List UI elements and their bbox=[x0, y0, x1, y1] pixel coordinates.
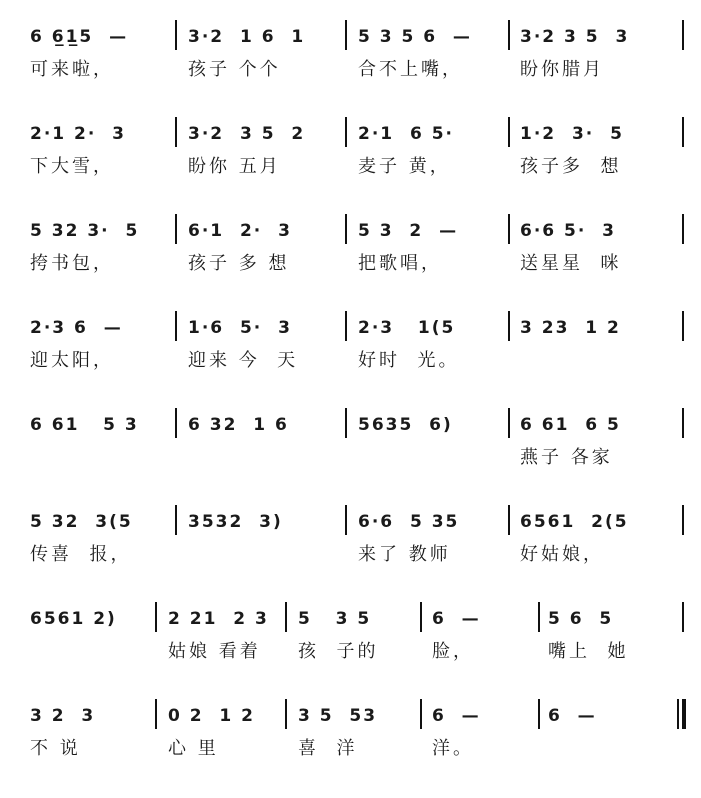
barline bbox=[175, 117, 177, 147]
notation: 2·1 2· 3 bbox=[30, 124, 126, 144]
notation: 3 23 1 2 bbox=[520, 318, 621, 338]
lyric: 迎来 今 天 bbox=[188, 350, 299, 371]
score-system bbox=[0, 107, 701, 205]
notation: 2·3 1(5 bbox=[358, 318, 456, 338]
notation: 6 61 6 5 bbox=[520, 415, 621, 435]
lyric: 传喜 报， bbox=[30, 544, 132, 565]
barline bbox=[682, 117, 684, 147]
notation: 6 — bbox=[432, 706, 481, 726]
barline bbox=[682, 408, 684, 438]
lyric: 好姑娘， bbox=[520, 544, 604, 565]
notation: 6561 2) bbox=[30, 609, 117, 629]
score-system bbox=[0, 495, 701, 593]
notation: 6 32 1 6 bbox=[188, 415, 289, 435]
final-barline bbox=[682, 699, 686, 729]
barline bbox=[285, 602, 287, 632]
lyric: 麦子 黄， bbox=[358, 156, 451, 177]
lyric: 孩子 多 想 bbox=[188, 253, 290, 274]
barline bbox=[155, 602, 157, 632]
barline bbox=[682, 311, 684, 341]
lyric: 孩子 个个 bbox=[188, 59, 281, 80]
notation: 5 3 5 6 — bbox=[358, 27, 472, 47]
lyric: 迎太阳， bbox=[30, 350, 114, 371]
lyric: 心 里 bbox=[168, 738, 219, 759]
barline bbox=[420, 699, 422, 729]
barline bbox=[538, 602, 540, 632]
notation: 5635 6) bbox=[358, 415, 453, 435]
notation: 3·2 3 5 3 bbox=[520, 27, 630, 47]
barline bbox=[508, 505, 510, 535]
barline bbox=[508, 311, 510, 341]
lyric: 可来啦， bbox=[30, 59, 114, 80]
barline bbox=[682, 602, 684, 632]
notation: 6 — bbox=[432, 609, 481, 629]
score-system bbox=[0, 204, 701, 302]
lyric: 好时 光。 bbox=[358, 350, 460, 371]
barline bbox=[175, 311, 177, 341]
notation: 2·1 6 5· bbox=[358, 124, 454, 144]
barline bbox=[345, 505, 347, 535]
lyric: 嘴上 她 bbox=[548, 641, 629, 662]
barline bbox=[345, 311, 347, 341]
notation: 6 6̲1̲5 — bbox=[30, 27, 129, 47]
lyric: 合不上嘴， bbox=[358, 59, 463, 80]
notation: 2 21 2 3 bbox=[168, 609, 269, 629]
lyric: 把歌唱， bbox=[358, 253, 442, 274]
lyric: 挎书包， bbox=[30, 253, 114, 274]
lyric: 不 说 bbox=[30, 738, 81, 759]
lyric: 孩子多 想 bbox=[520, 156, 622, 177]
barline bbox=[682, 214, 684, 244]
notation: 3·2 3 5 2 bbox=[188, 124, 306, 144]
score-system bbox=[0, 689, 701, 787]
barline bbox=[345, 214, 347, 244]
notation: 5 3 2 — bbox=[358, 221, 459, 241]
lyric: 燕子 各家 bbox=[520, 447, 613, 468]
barline bbox=[508, 408, 510, 438]
notation: 6561 2(5 bbox=[520, 512, 629, 532]
score-system bbox=[0, 398, 701, 496]
notation: 3 5 53 bbox=[298, 706, 378, 726]
notation: 6·6 5 35 bbox=[358, 512, 460, 532]
barline bbox=[285, 699, 287, 729]
lyric: 来了 教师 bbox=[358, 544, 451, 565]
notation: 5 6 5 bbox=[548, 609, 614, 629]
notation: 6·1 2· 3 bbox=[188, 221, 292, 241]
barline bbox=[345, 117, 347, 147]
notation: 6·6 5· 3 bbox=[520, 221, 616, 241]
barline bbox=[508, 20, 510, 50]
barline bbox=[155, 699, 157, 729]
barline bbox=[175, 214, 177, 244]
barline bbox=[538, 699, 540, 729]
notation: 6 61 5 3 bbox=[30, 415, 139, 435]
notation: 1·6 5· 3 bbox=[188, 318, 292, 338]
barline bbox=[175, 20, 177, 50]
notation: 2·3 6 — bbox=[30, 318, 123, 338]
barline bbox=[682, 20, 684, 50]
notation: 3 2 3 bbox=[30, 706, 96, 726]
notation: 0 2 1 2 bbox=[168, 706, 255, 726]
lyric: 脸， bbox=[432, 641, 474, 662]
lyric: 洋。 bbox=[432, 738, 474, 759]
score-system bbox=[0, 301, 701, 399]
lyric: 盼你 五月 bbox=[188, 156, 281, 177]
lyric: 盼你腊月 bbox=[520, 59, 604, 80]
notation: 5 3 5 bbox=[298, 609, 372, 629]
barline bbox=[508, 117, 510, 147]
notation: 3532 3) bbox=[188, 512, 283, 532]
score-system bbox=[0, 592, 701, 690]
barline bbox=[175, 505, 177, 535]
barline bbox=[175, 408, 177, 438]
barline bbox=[420, 602, 422, 632]
lyric: 喜 洋 bbox=[298, 738, 358, 759]
notation: 5 32 3(5 bbox=[30, 512, 133, 532]
barline bbox=[682, 505, 684, 535]
barline bbox=[508, 214, 510, 244]
barline bbox=[345, 20, 347, 50]
lyric: 送星星 咪 bbox=[520, 253, 622, 274]
lyric: 姑娘 看着 bbox=[168, 641, 261, 662]
barline bbox=[345, 408, 347, 438]
notation: 1·2 3· 5 bbox=[520, 124, 624, 144]
lyric: 下大雪， bbox=[30, 156, 114, 177]
notation: 5 32 3· 5 bbox=[30, 221, 140, 241]
notation: 6 — bbox=[548, 706, 597, 726]
notation: 3·2 1 6 1 bbox=[188, 27, 306, 47]
lyric: 孩 子的 bbox=[298, 641, 379, 662]
score-system bbox=[0, 10, 701, 108]
